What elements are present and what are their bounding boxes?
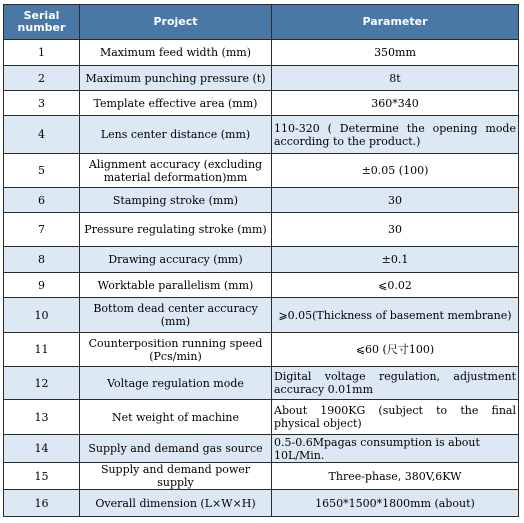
parameter-cell: ±0.05 (100) [272, 154, 519, 188]
serial-cell: 5 [4, 154, 80, 188]
project-cell: Voltage regulation mode [80, 367, 272, 400]
table-row [4, 66, 519, 91]
spec-sheet [3, 4, 518, 520]
serial-cell: 16 [4, 490, 80, 517]
header-serial: Serial number [4, 5, 80, 40]
serial-cell: 14 [4, 435, 80, 463]
table-row [4, 213, 519, 247]
project-cell: Stamping stroke (mm) [80, 188, 272, 213]
table-row [4, 40, 519, 66]
parameter-cell: Digital voltage regulation, adjustment accuracy 0.01mm [272, 367, 519, 400]
parameter-cell: 360*340 [272, 91, 519, 116]
parameter-cell: About 1900KG (subject to the final physical object) [272, 400, 519, 435]
serial-cell: 7 [4, 213, 80, 247]
header-project: Project [80, 5, 272, 40]
parameter-cell: ⩽0.02 [272, 273, 519, 298]
project-cell: Worktable parallelism (mm) [80, 273, 272, 298]
project-cell: Drawing accuracy (mm) [80, 247, 272, 273]
parameter-cell: 1650*1500*1800mm (about) [272, 490, 519, 517]
parameter-cell: Three-phase, 380V,6KW [272, 463, 519, 490]
table-row [4, 273, 519, 298]
serial-cell: 2 [4, 66, 80, 91]
table-row [4, 116, 519, 154]
table-row [4, 367, 519, 400]
project-cell: Net weight of machine [80, 400, 272, 435]
serial-cell: 15 [4, 463, 80, 490]
project-cell: Alignment accuracy (excluding material deformation)mm [80, 154, 272, 188]
table-row [4, 435, 519, 463]
parameter-table [3, 4, 519, 517]
project-cell: Supply and demand power supply [80, 463, 272, 490]
project-cell: Lens center distance (mm) [80, 116, 272, 154]
parameter-cell: ⩽60 (尺寸100) [272, 333, 519, 367]
parameter-cell: ±0.1 [272, 247, 519, 273]
project-cell: Bottom dead center accuracy (mm) [80, 298, 272, 333]
serial-cell: 12 [4, 367, 80, 400]
serial-cell: 10 [4, 298, 80, 333]
table-row [4, 463, 519, 490]
parameter-cell: 30 [272, 188, 519, 213]
parameter-cell: 110-320 ( Determine the opening mode according to the product.) [272, 116, 519, 154]
serial-cell: 9 [4, 273, 80, 298]
serial-cell: 4 [4, 116, 80, 154]
serial-cell: 1 [4, 40, 80, 66]
serial-cell: 6 [4, 188, 80, 213]
parameter-cell: 0.5-0.6Mpagas consumption is about 10L/Min. [272, 435, 519, 463]
serial-cell: 3 [4, 91, 80, 116]
project-cell: Supply and demand gas source [80, 435, 272, 463]
project-cell: Maximum punching pressure (t) [80, 66, 272, 91]
project-cell: Maximum feed width (mm) [80, 40, 272, 66]
project-cell: Counterposition running speed (Pcs/min) [80, 333, 272, 367]
table-row [4, 188, 519, 213]
table-row [4, 490, 519, 517]
header-parameter: Parameter [272, 5, 519, 40]
table-row [4, 298, 519, 333]
serial-cell: 13 [4, 400, 80, 435]
project-cell: Overall dimension (L×W×H) [80, 490, 272, 517]
table-row [4, 333, 519, 367]
project-cell: Pressure regulating stroke (mm) [80, 213, 272, 247]
serial-cell: 8 [4, 247, 80, 273]
parameter-cell: 8t [272, 66, 519, 91]
parameter-cell: 30 [272, 213, 519, 247]
parameter-cell: 350mm [272, 40, 519, 66]
header-row [4, 5, 519, 40]
table-row [4, 154, 519, 188]
table-row [4, 400, 519, 435]
parameter-cell: ⩾0.05(Thickness of basement membrane) [272, 298, 519, 333]
project-cell: Template effective area (mm) [80, 91, 272, 116]
table-row [4, 91, 519, 116]
table-row [4, 247, 519, 273]
serial-cell: 11 [4, 333, 80, 367]
